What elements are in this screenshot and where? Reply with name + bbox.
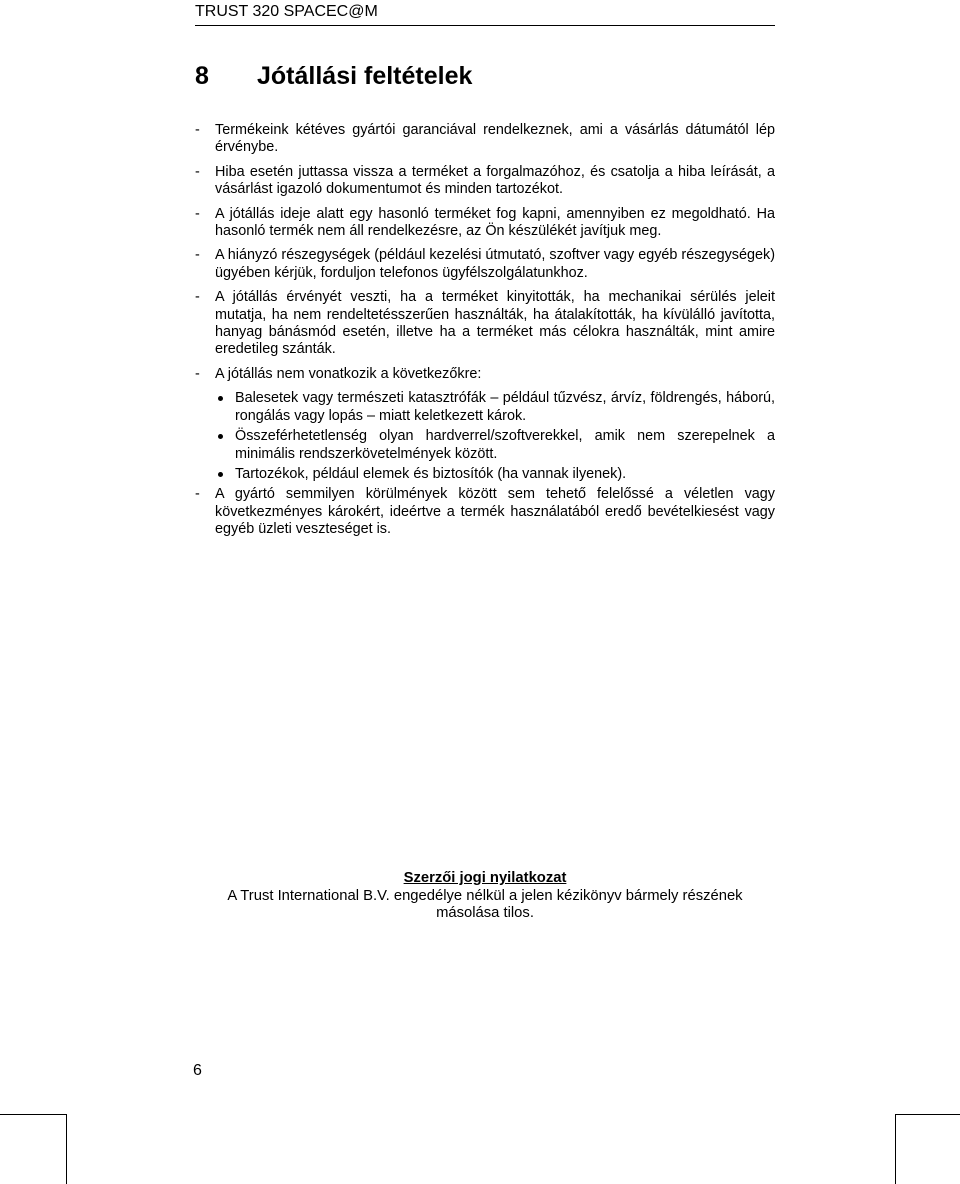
warranty-item-text: Termékeink kétéves gyártói garanciával rendelkeznek, ami a vásárlás dátumától lép érvénybe. (215, 122, 775, 156)
crop-mark-right-vertical (895, 1114, 896, 1184)
copyright-line: másolása tilos. (436, 905, 534, 922)
dash-marker: - (195, 289, 200, 306)
copyright-title: Szerzői jogi nyilatkozat (403, 870, 567, 886)
warranty-item-text: A jótállás nem vonatkozik a következőkre: (215, 365, 482, 382)
crop-mark-left-vertical (66, 1114, 67, 1184)
section-heading (195, 62, 472, 91)
exclusions-list (195, 390, 775, 483)
page-number: 6 (193, 1062, 202, 1079)
dash-marker: - (195, 247, 200, 264)
bullet-icon (218, 472, 223, 477)
warranty-item-text: A jótállás ideje alatt egy hasonló terméket fog kapni, amennyiben ez megoldható. Ha hasonló termék nem áll rendelkezésre, az Ön készülékét javítjuk meg. (215, 205, 775, 240)
dash-marker: - (195, 122, 200, 138)
bullet-icon (218, 396, 223, 401)
section-number: 8 (195, 62, 209, 90)
warranty-item-text: Hiba esetén juttassa vissza a terméket a forgalmazóhoz, és csatolja a hiba leírását, a vásárlást igazoló dokumentumot és minden tartozékot. (215, 163, 775, 198)
crop-mark-left-horizontal (0, 1114, 66, 1115)
crop-mark-right-horizontal (895, 1114, 960, 1115)
dash-marker: - (195, 486, 200, 503)
warranty-item (195, 486, 775, 538)
header-divider (195, 25, 775, 26)
exclusion-text: Balesetek vagy természeti katasztrófák – például tűzvész, árvíz, földrengés, háború, rongálás vagy lopás – miatt keletkezett károk. (235, 390, 775, 424)
section-title: Jótállási feltételek (257, 62, 473, 90)
dash-marker: - (195, 205, 200, 222)
warranty-item (195, 164, 775, 199)
warranty-item-text: A jótállás érvényét veszti, ha a terméket kinyitották, ha mechanikai sérülés jeleit mutatja, ha nem rendeltetésszerűen használták, ha átalakították, ha kívülálló javította, hanyag bánásmód esetén, illetve ha a terméket más célokra használták, mint amire eredetileg szánták. (215, 289, 775, 358)
warranty-terms (195, 122, 775, 546)
exclusion-item (195, 428, 775, 463)
copyright-line: A Trust International B.V. engedélye nélkül a jelen kézikönyv bármely részének (227, 887, 743, 904)
exclusion-item (195, 390, 775, 425)
warranty-item (195, 206, 775, 241)
dash-marker: - (195, 163, 200, 180)
warranty-item (195, 289, 775, 359)
bullet-icon (218, 434, 223, 439)
exclusion-text: Összeférhetetlenség olyan hardverrel/szoftverekkel, amik nem szerepelnek a minimális rendszerkövetelmények között. (235, 428, 775, 462)
warranty-item-text: A hiányzó részegységek (például kezelési útmutató, szoftver vagy egyéb részegységek) ügyében kérjük, forduljon telefonos ügyfélszolgálatunkhoz. (215, 247, 775, 281)
exclusion-text: Tartozékok, például elemek és biztosítók (ha vannak ilyenek). (235, 465, 627, 482)
copyright-notice (195, 870, 775, 923)
warranty-item (195, 366, 775, 383)
exclusion-item (195, 466, 775, 483)
warranty-item (195, 247, 775, 282)
dash-marker: - (195, 365, 200, 382)
running-header: TRUST 320 SPACEC@M (195, 3, 378, 20)
warranty-item (195, 122, 775, 157)
warranty-item-text: A gyártó semmilyen körülmények között sem tehető felelőssé a véletlen vagy következményes károkért, ideértve a termék használatából eredő bevételkiesést vagy egyéb üzleti veszteséget is. (215, 486, 775, 538)
